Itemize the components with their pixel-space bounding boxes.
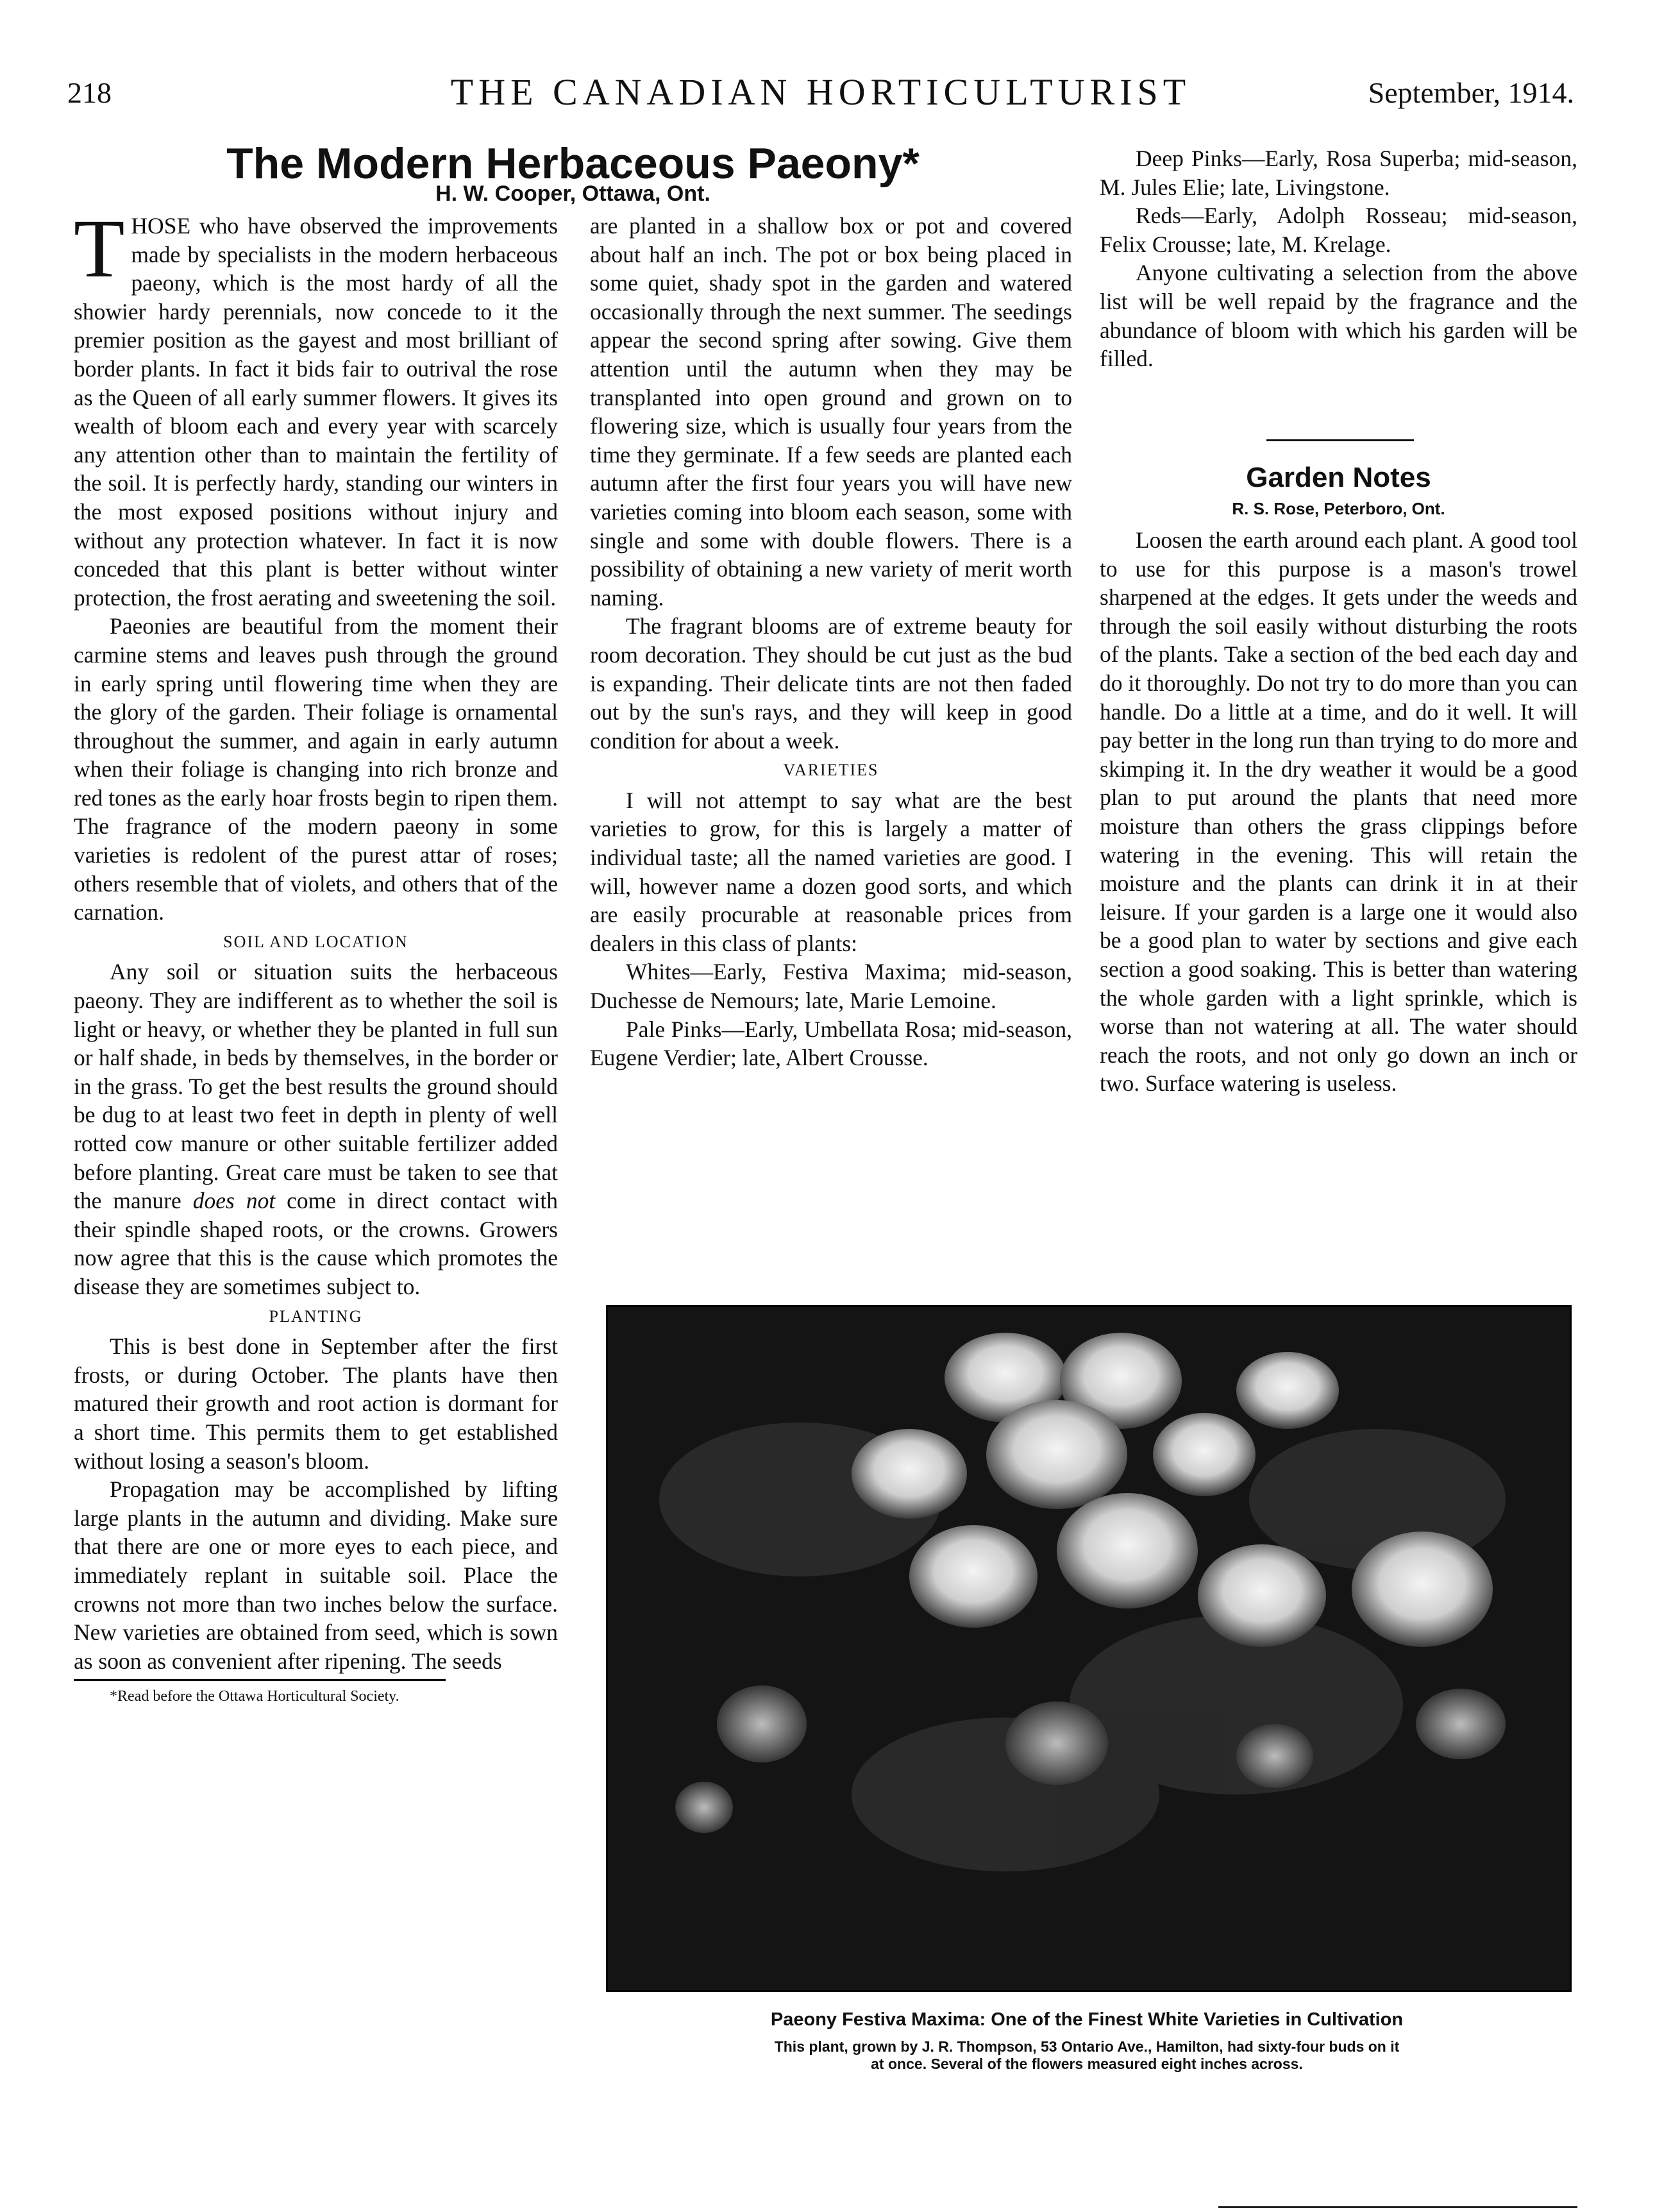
article-byline: H. W. Cooper, Ottawa, Ont. [435,182,710,206]
section-divider [1266,439,1414,441]
garden-notes-byline: R. S. Rose, Peterboro, Ont. [1232,499,1445,518]
issue-date: September, 1914. [1368,76,1574,109]
caption-line: at once. Several of the flowers measured eight inches across. [871,2056,1303,2072]
garden-notes-title: Garden Notes [1246,462,1431,493]
footnote: *Read before the Ottawa Horticultural Society. [110,1688,399,1705]
article-paragraph [74,958,558,1301]
section-heading-planting: PLANTING [269,1306,363,1326]
footnote-rule [74,1679,446,1681]
article-paragraph: Deep Pinks—Early, Rosa Superba; mid-season, M. Jules Elie; late, Livingstone. [1100,146,1577,200]
article-paragraph: Propagation may be accomplished by lifting large plants in the autumn and dividing. Make sure that there are one or more eyes to each piece, and immediately replant in suitable soil. Place the crowns not more than two inches below the surface. New varieties are obtained from seed, which is sown as soon as convenient after ripening. The seeds [74,1476,558,1674]
paragraph-text: come in direct contact with their spindle shaped roots, or the crowns. Growers now agree that this is the cause which promotes the disease they are sometimes subject to. [74,1188,558,1299]
figure-caption-body [606,2038,1568,2073]
article-column-2 [590,212,1072,1072]
article-paragraph: Paeonies are beautiful from the moment their carmine stems and leaves push through the ground in early spring until flowering time when they are the glory of the garden. Their foliage is ornamental throughout the summer, and again in early autumn when their foliage is changing into rich bronze and red tones as the early hoar frosts begin to ripen them. The fragrance of the modern paeony in some varieties is redolent of the purest attar of roses; others resemble that of violets, and others that of the carnation. [74,613,558,925]
article-paragraph: The fragrant blooms are of extreme beauty for room decoration. They should be cut just as the bud is expanding. Their delicate tints are not then faded out by the sun's rays, and they will keep in good condition for about a week. [590,613,1072,754]
footer-rule [1218,2206,1577,2208]
article-column-3 [1100,144,1577,373]
article-paragraph: This is best done in September after the first frosts, or during October. The plants have then matured their growth and root action is dormant for a short time. This permits them to get established without losing a season's bloom. [74,1333,558,1474]
paeony-photograph [606,1305,1572,1992]
drop-cap: T [74,203,125,295]
emphasis-text: does not [192,1188,276,1214]
caption-line: This plant, grown by J. R. Thompson, 53 Ontario Ave., Hamilton, had sixty-four buds on it [774,2038,1400,2055]
page-number: 218 [67,76,112,109]
article-column-1 [74,203,558,1705]
article-paragraph: Loosen the earth around each plant. A good tool to use for this purpose is a mason's trowel sharpened at the edges. It gets under the weeds and through the soil easily without disturbing the roots of the plants. Take a section of the bed each day and do it thoroughly. Do not try to do more than you can handle. Do a little at a time, and do it well. It will pay better in the long run than trying to do more and skimping it. In the dry weather it would be a good plan to put around the plants that need more moisture than others the grass clippings before watering in the evening. This will retain the moisture and the plants can drink it in at their leisure. If your garden is a large one it would also be a good plan to water by sections and give each section a good soaking. This is better than watering the whole garden with a light sprinkle, which is worse than not watering at all. The water should reach the roots, and not only go down an inch or two. Surface watering is useless. [1100,527,1577,1097]
running-head [67,71,1574,122]
paragraph-text: HOSE who have observed the improvements made by specialists in the modern herbaceous paeony, which is the most hardy of all the showier hardy perennials, now concede to it the premier position as the gayest and most brilliant of border plants. In fact it bids fair to outrival the rose as the Queen of all early summer flowers. It gives its wealth of bloom each and every year with scarcely any attention other than to maintain the fertility of the soil. It is perfectly hardy, standing our winters in the most exposed positions without injury and without any protection whatever. In fact it is now conceded that this plant is better without winter protection, the frost aerating and sweetening the soil. [74,213,558,611]
paragraph-text: Any soil or situation suits the herbaceous paeony. They are indifferent as to whether the soil is light or heavy, or whether they be planted in full sun or half shade, in beds by themselves, in the border or in the grass. To get the best results the ground should be dug to at least two feet in depth in plenty of well rotted cow manure or other suitable fertilizer added before planting. Great care must be taken to see that the manure [74,959,558,1214]
paeony-photo-illustration [608,1307,1570,1990]
article-paragraph: Whites—Early, Festiva Maxima; mid-season, Duchesse de Nemours; late, Marie Lemoine. [590,959,1072,1014]
article-paragraph: I will not attempt to say what are the best varieties to grow, for this is largely a matter of individual taste; all the named varieties are good. I will, however name a dozen good sorts, and which are easily procurable at reasonable prices from dealers in this class of plants: [590,787,1072,956]
figure-caption-title: Paeony Festiva Maxima: One of the Finest White Varieties in Cultivation [770,2009,1404,2030]
article-paragraph: Anyone cultivating a selection from the above list will be well repaid by the fragrance and the abundance of bloom with which his garden will be filled. [1100,260,1577,372]
garden-notes-column [1100,526,1577,1098]
article-paragraph [74,203,558,612]
section-heading-soil: SOIL AND LOCATION [223,932,408,951]
article-paragraph: Pale Pinks—Early, Umbellata Rosa; mid-season, Eugene Verdier; late, Albert Crousse. [590,1016,1072,1071]
article-paragraph: are planted in a shallow box or pot and covered about half an inch. The pot or box being placed in some quiet, shady spot in the garden and watered occasionally through the next summer. The seedings appear the second spring after sowing. Give them attention until the autumn when they may be transplanted into open ground and grown on to flowering size, which is usually four years from the time they germinate. If a few seeds are planted each autumn after the first four years you will have new varieties coming into bloom each season, some with single and some with double flowers. There is a possibility of obtaining a new variety of merit worth naming. [590,213,1072,611]
article-paragraph: Reds—Early, Adolph Rosseau; mid-season, Felix Crousse; late, M. Krelage. [1100,203,1577,257]
article-title: The Modern Herbaceous Paeony* [226,139,920,188]
section-heading-varieties: VARIETIES [783,761,879,780]
journal-title: THE CANADIAN HORTICULTURIST [450,71,1191,113]
